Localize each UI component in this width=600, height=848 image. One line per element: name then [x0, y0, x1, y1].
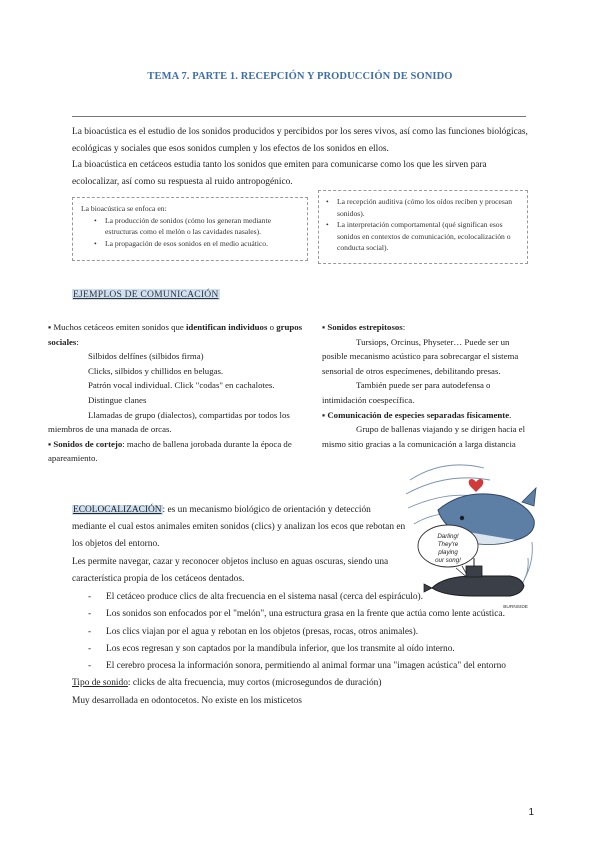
bubble-text-3: playing — [438, 549, 458, 556]
cortejo-line: ▪ Sonidos de cortejo: macho de ballena jorobada durante la época de apareamiento. — [48, 438, 292, 464]
cartoon-signature: BURNSIDE — [503, 605, 528, 610]
comunicacion-line: Patrón vocal individual. Click "codas" en cachalotes. — [88, 380, 275, 391]
ecolocalizacion-step: - Los sonidos son enfocados por el "melón", una estructura grasa en la frente que actúa como lente acústica. — [72, 606, 534, 623]
odontocetos-line: Muy desarrollada en odontocetos. No existe en los misticetos — [72, 695, 302, 706]
bubble-text-2: They're — [437, 541, 459, 548]
bubble-text-4: our song! — [435, 557, 461, 564]
submarine-tower — [466, 566, 482, 577]
focus-box-heading: La bioacústica se enfoca en: — [81, 204, 167, 213]
page-number: 1 — [528, 807, 534, 818]
section-heading-comunicacion: EJEMPLOS DE COMUNICACIÓN — [73, 289, 219, 300]
ecolocalizacion-intro — [72, 502, 406, 554]
page-title: TEMA 7. PARTE 1. RECEPCIÓN Y PRODUCCIÓN DE SONIDO — [147, 71, 453, 82]
comunicacion-right-column — [322, 320, 536, 451]
ecolocalizacion-step: - El cetáceo produce clics de alta frecuencia en el sistema nasal (cerca del espiráculo). — [72, 589, 534, 606]
tipo-sonido-line: Tipo de sonido: clicks de alta frecuencia, muy cortos (microsegundos de duración) — [72, 678, 382, 689]
ecolocalizacion-paragraph: Les permite navegar, cazar y reconocer objetos incluso en aguas oscuras, siendo una característica propia de los cetáceos dentados. — [72, 557, 389, 585]
especies-heading: ▪ Comunicación de especies separadas físicamente. — [322, 409, 512, 420]
focus-item: • La producción de sonidos (cómo los generan mediante estructuras como el melón o las cavidades nasales). — [91, 215, 299, 238]
focus-item: • La interpretación comportamental (qué significan esos sonidos en contextos de comunicación, ecolocalización o conducta social). — [323, 219, 519, 254]
comunicacion-line: Llamadas de grupo (dialectos), compartidas por todos los miembros de una manada de orcas. — [48, 409, 290, 435]
intro-paragraph-1: La bioacústica es el estudio de los sonidos producidos y percibidos por los seres vivos, así como las funciones biológicas, ecológicas y sociales que esos sonidos cumplen y los efectos de los sonidos en ellos. — [72, 127, 528, 154]
whale-eye — [460, 516, 464, 520]
intro-paragraph-2: La bioacústica en cetáceos estudia tanto los sonidos que emiten para comunicarse como los que les sirven para ecolocalizar, así como su respuesta al ruido antropogénico. — [72, 160, 487, 187]
ecolocalizacion-term: ECOLOCALIZACIÓN — [73, 505, 162, 515]
title-divider — [72, 116, 526, 117]
heart-icon — [469, 479, 484, 492]
comunicacion-line: Distingue clanes — [88, 394, 147, 405]
focus-box-right — [318, 190, 528, 264]
estrepitosos-text: Tursiops, Orcinus, Physeter… Puede ser un posible mecanismo acústico para sobrecargar el sistema sensorial de otros especímenes, debilitando presas. — [322, 336, 519, 376]
focus-box-left — [72, 197, 308, 261]
comunicacion-lead: ▪ Muchos cetáceos emiten sonidos que identifican individuos o grupos sociales: — [48, 322, 303, 347]
bubble-text-1: Darling! — [437, 533, 459, 540]
ecolocalizacion-step: - Los ecos regresan y son captados por la mandíbula inferior, que los transmite al oído interno. — [72, 641, 534, 658]
estrepitosos-heading: ▪ Sonidos estrepitosos: — [322, 322, 406, 332]
estrepitosos-text: También puede ser para autodefensa o intimidación coespecífica. — [322, 380, 491, 405]
focus-item: • La propagación de esos sonidos en el medio acuático. — [91, 238, 299, 250]
ecolocalizacion-step: - El cerebro procesa la información sonora, permitiendo al animal formar una "imagen acústica" del entorno — [72, 658, 534, 675]
whale-tail — [522, 488, 536, 506]
comunicacion-line: Clicks, silbidos y chillidos en belugas. — [88, 365, 224, 376]
comunicacion-left-column — [48, 320, 310, 466]
focus-item: • La recepción auditiva (cómo los oídos reciben y procesan sonidos). — [323, 196, 519, 219]
ecolocalizacion-definition: : es un mecanismo biológico de orientación y detección mediante el cual estos animales emiten sonidos (clics) y analizan los ecos que rebotan en los objetos del entorno. — [72, 505, 406, 550]
comunicacion-line: Silbidos delfínes (silbidos firma) — [88, 351, 204, 362]
intro-text — [72, 124, 532, 190]
ecolocalizacion-steps — [72, 589, 534, 710]
especies-text: Grupo de ballenas viajando y se dirigen hacia el mismo sitio gracias a la comunicación a larga distancia — [322, 424, 526, 449]
ecolocalizacion-step: - Los clics viajan por el agua y rebotan en los objetos (presas, rocas, otros animales). — [72, 624, 534, 641]
